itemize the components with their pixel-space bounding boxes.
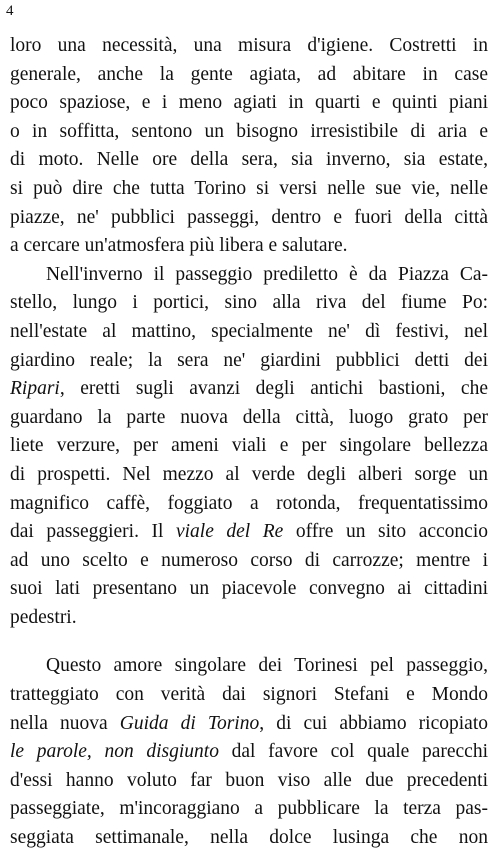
text-line: di moto. Nelle ore della sera, sia inverno, sia estate, xyxy=(10,149,488,171)
italic-text: le parole, non disgiunto xyxy=(10,741,219,763)
text-line xyxy=(10,518,488,547)
text-line: a cercare un'atmosfera più libera e salutare. xyxy=(10,235,348,257)
text-line: poco spaziose, e i meno agiati in quarti e quinti piani xyxy=(10,92,488,114)
paragraph-gap xyxy=(10,632,488,652)
text-line: si può dire che tutta Torino si versi nelle sue vie, nelle xyxy=(10,177,488,199)
text-line: generale, anche la gente agiata, ad abitare in case xyxy=(10,63,488,85)
text-line xyxy=(10,710,488,739)
italic-text: Ripari xyxy=(10,378,60,400)
text-line: tratteggiato con verità dai signori Stefani e Mondo xyxy=(10,684,488,706)
italic-text: Guida di Torino xyxy=(119,712,260,734)
text-line: stello, lungo i portici, sino alla riva del fiume Po: xyxy=(10,292,488,314)
text-line: giardino reale; la sera ne' giardini pubblici detti dei xyxy=(10,349,488,371)
page-number: 4 xyxy=(6,3,14,19)
text-span: offre un sito acconcio xyxy=(283,521,488,543)
text-line: o in soffitta, sentono un bisogno irresistibile di aria e xyxy=(10,120,488,142)
text-span: dai passeggieri. Il xyxy=(10,521,176,543)
text-line: di prospetti. Nel mezzo al verde degli alberi sorge un xyxy=(10,463,488,485)
text-line: ad uno scelto e numeroso corso di carrozze; mentre i xyxy=(10,549,488,571)
text-line: Nell'inverno il passeggio prediletto è da Piazza Ca- xyxy=(46,263,488,285)
text-span: nella nuova xyxy=(10,712,120,734)
text-line xyxy=(10,738,488,767)
text-line: liete verzure, per ameni viali e per singolare bellezza xyxy=(10,435,488,457)
text-line: suoi lati presentano un piacevole convegno ai cittadini xyxy=(10,578,488,600)
italic-text: viale del Re xyxy=(175,521,284,543)
text-line: nell'estate al mattino, specialmente ne' dì festivi, nel xyxy=(10,320,488,342)
text-line: seggiata settimanale, nella dolce lusinga che non xyxy=(10,827,488,849)
text-line: d'essi hanno voluto far buon viso alle due precedenti xyxy=(10,769,488,791)
text-span: , eretti sugli avanzi degli antichi bastioni, che xyxy=(59,378,488,400)
text-line: magnifico caffè, foggiato a rotonda, frequentatissimo xyxy=(10,492,488,514)
text-line: piazze, ne' pubblici passeggi, dentro e fuori della città xyxy=(10,206,488,228)
text-line: passeggiate, m'incoraggiano a pubblicare la terza pas- xyxy=(10,798,488,820)
text-span: , di cui abbiamo ricopiato xyxy=(259,712,488,734)
text-span: dal favore col quale parecchi xyxy=(218,741,488,763)
text-line: Questo amore singolare dei Torinesi pel passeggio, xyxy=(46,655,488,677)
text-line: guardano la parte nuova della città, luogo grato per xyxy=(10,406,488,428)
text-line xyxy=(10,375,488,404)
text-line: loro una necessità, una misura d'igiene. Costretti in xyxy=(10,35,488,56)
body-text xyxy=(10,32,488,853)
text-line: pedestri. xyxy=(10,606,77,628)
